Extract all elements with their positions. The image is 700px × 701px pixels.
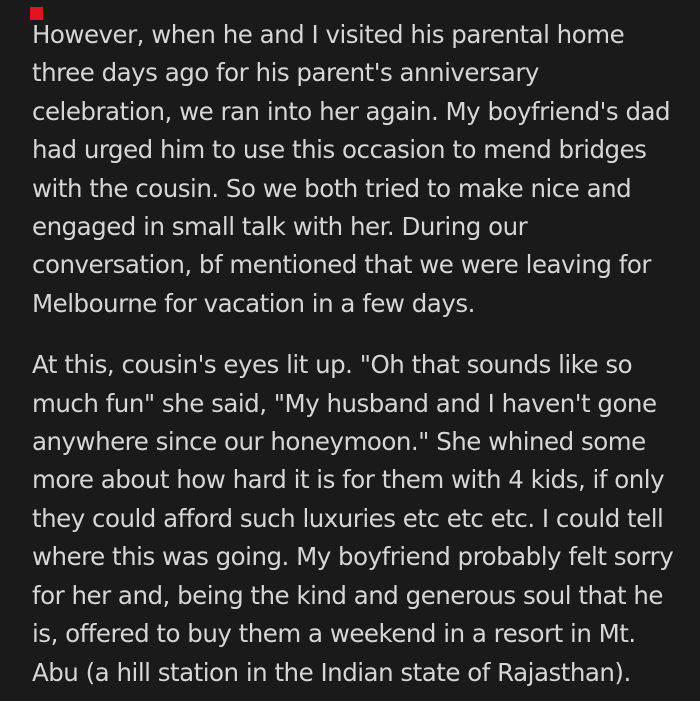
red-marker: [30, 7, 43, 20]
text-line: celebration, we ran into her again. My boyfriend's dad: [32, 96, 671, 126]
text-line: Melbourne for vacation in a few days.: [32, 288, 475, 318]
text-line: had urged him to use this occasion to mend bridges: [32, 135, 647, 165]
story-paragraph-2: [32, 346, 672, 692]
text-line: for her and, being the kind and generous soul that he: [32, 580, 663, 610]
text-line: where this was going. My boyfriend probably felt sorry: [32, 542, 674, 572]
text-line: Abu (a hill station in the Indian state of Rajasthan).: [32, 657, 631, 687]
text-line: conversation, bf mentioned that we were leaving for: [32, 250, 651, 280]
text-line: is, offered to buy them a weekend in a resort in Mt.: [32, 619, 636, 649]
story-paragraph-1: [32, 16, 672, 323]
text-line: they could afford such luxuries etc etc etc. I could tell: [32, 503, 664, 533]
text-line: At this, cousin's eyes lit up. "Oh that sounds like so: [32, 350, 633, 380]
post-body: [32, 16, 672, 692]
text-line: much fun" she said, "My husband and I haven't gone: [32, 388, 657, 418]
text-line: anywhere since our honeymoon." She whined some: [32, 427, 646, 457]
text-line: three days ago for his parent's anniversary: [32, 58, 539, 88]
text-line: with the cousin. So we both tried to make nice and: [32, 173, 632, 203]
text-line: However, when he and I visited his parental home: [32, 20, 625, 49]
text-line: engaged in small talk with her. During our: [32, 212, 528, 242]
text-line: more about how hard it is for them with 4 kids, if only: [32, 465, 665, 495]
